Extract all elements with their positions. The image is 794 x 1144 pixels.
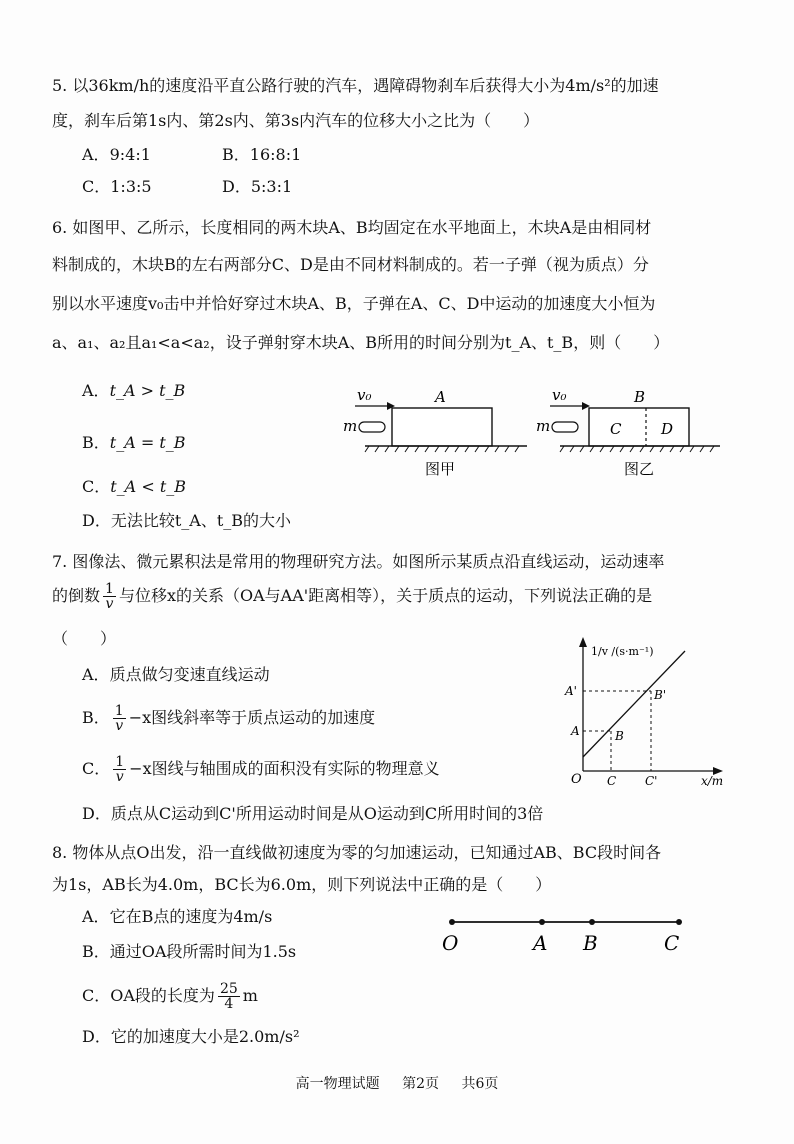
point-b-prime-label: B' bbox=[654, 688, 667, 702]
footer-page: 第2页 bbox=[402, 1076, 439, 1092]
label-o: O bbox=[442, 931, 459, 955]
bullet-icon-yi bbox=[552, 422, 578, 432]
q6-stem-3: 别以水平速度v₀击中并恰好穿过木块A、B，子弹在A、C、D中运动的加速度大小恒为 bbox=[52, 294, 656, 313]
q5-option-c: C．1:3:5 bbox=[82, 177, 152, 196]
point-b-label: B bbox=[615, 729, 624, 743]
q8-line-diagram bbox=[436, 910, 706, 960]
q7-line1 bbox=[52, 551, 664, 573]
caption-jia: 图甲 bbox=[425, 460, 456, 478]
q6-line1 bbox=[52, 217, 651, 239]
bullet-mass-label: m bbox=[343, 417, 358, 435]
point-a-prime-label: A' bbox=[565, 684, 577, 698]
q8-number: 8. bbox=[52, 843, 68, 862]
figure-yi bbox=[530, 382, 730, 482]
q5-number: 5. bbox=[52, 76, 68, 95]
bullet-mass-label-yi: m bbox=[536, 417, 551, 435]
x-axis-label: x/m bbox=[701, 774, 724, 788]
q5-option-b: B．16:8:1 bbox=[222, 145, 302, 164]
block-a-label: A bbox=[435, 388, 446, 406]
y-axis-arrow bbox=[579, 637, 587, 647]
q8-option-a: A．它在B点的速度为4m/s bbox=[82, 907, 273, 926]
q5-stem-1: 以36km/h的速度沿平直公路行驶的汽车，遇障碍物刹车后获得大小为4m/s²的加速 bbox=[72, 76, 659, 95]
label-c: C bbox=[664, 931, 680, 955]
point-a bbox=[539, 919, 545, 925]
q7-option-c: C． $\frac{1}{v}$ −x图线与轴围成的面积没有实际的物理意义 bbox=[82, 754, 440, 785]
v0-label-yi: v₀ bbox=[552, 386, 567, 404]
q7-graph bbox=[555, 633, 735, 788]
origin-label: O bbox=[571, 772, 582, 787]
q7-line2: 的倒数 $\frac{1}{v}$ 与位移x的关系（OA与AA'距离相等），关于质点的运动，下列说法正确的是 bbox=[52, 581, 653, 612]
q6-option-b: B．t_A = t_B bbox=[82, 433, 186, 452]
q7-option-d: D．质点从C运动到C'所用运动时间是从O运动到C所用时间的3倍 bbox=[82, 804, 544, 823]
footer-total: 共6页 bbox=[461, 1076, 499, 1092]
ground-hatch bbox=[365, 446, 519, 452]
q6-option-d: D．无法比较t_A、t_B的大小 bbox=[82, 511, 292, 530]
point-c-prime-label: C' bbox=[645, 774, 658, 788]
q7-option-b: B． $\frac{1}{v}$ −x图线斜率等于质点运动的加速度 bbox=[82, 703, 376, 734]
q5-option-d: D．5:3:1 bbox=[222, 177, 293, 196]
block-b bbox=[589, 408, 689, 446]
block-b-label: B bbox=[634, 388, 646, 406]
point-b bbox=[589, 919, 595, 925]
point-c bbox=[676, 919, 682, 925]
v0-label: v₀ bbox=[357, 386, 372, 404]
point-a-label: A bbox=[571, 724, 580, 738]
bullet-icon bbox=[359, 422, 385, 432]
q8-line1 bbox=[52, 842, 661, 864]
caption-yi: 图乙 bbox=[624, 460, 655, 478]
q6-stem-1: 如图甲、乙所示，长度相同的两木块A、B均固定在水平地面上，木块A是由相同材 bbox=[72, 218, 652, 237]
q5-option-a: A．9:4:1 bbox=[82, 145, 151, 164]
q7-stem-3: （ ） bbox=[52, 629, 117, 648]
q7-number: 7. bbox=[52, 552, 68, 571]
q8-option-c: C．OA段的长度为 $\frac{25}{4}$ m bbox=[82, 981, 258, 1012]
q6-stem-2: 料制成的，木块B的左右两部分C、D是由不同材料制成的。若一子弹（视为质点）分 bbox=[52, 255, 649, 274]
q6-option-c: C．t_A < t_B bbox=[82, 477, 186, 496]
point-c-label: C bbox=[607, 774, 617, 788]
graph-line bbox=[583, 651, 685, 757]
q7-fraction: $\frac{1}{v}$ bbox=[105, 581, 114, 612]
footer-subject: 高一物理试题 bbox=[295, 1076, 380, 1092]
q7-stem-1: 图像法、微元累积法是常用的物理研究方法。如图所示某质点沿直线运动，运动速率 bbox=[72, 552, 665, 571]
q8-option-b: B．通过OA段所需时间为1.5s bbox=[82, 942, 297, 961]
y-axis-label: 1/v /(s·m⁻¹) bbox=[591, 645, 654, 658]
block-a bbox=[392, 408, 492, 446]
label-a: A bbox=[533, 931, 548, 955]
part-c-label: C bbox=[610, 420, 622, 438]
figure-jia bbox=[335, 382, 535, 482]
q8-stem-1: 物体从点O出发，沿一直线做初速度为零的匀加速运动，已知通过AB、BC段时间各 bbox=[72, 843, 662, 862]
point-o bbox=[449, 919, 455, 925]
q7-option-a: A．质点做匀变速直线运动 bbox=[82, 665, 270, 684]
q6-option-a: A．t_A > t_B bbox=[82, 381, 186, 400]
part-d-label: D bbox=[661, 420, 674, 438]
q6-stem-4: a、a₁、a₂且a₁<a<a₂，设子弹射穿木块A、B所用的时间分别为t_A、t_B，则（ ） bbox=[52, 333, 670, 352]
q8-stem-2: 为1s，AB长为4.0m，BC长为6.0m，则下列说法中正确的是（ ） bbox=[52, 875, 552, 894]
page-footer bbox=[0, 1073, 794, 1093]
q6-number: 6. bbox=[52, 218, 68, 237]
q5-stem-2: 度，刹车后第1s内、第2s内、第3s内汽车的位移大小之比为（ ） bbox=[52, 111, 540, 130]
label-b: B bbox=[583, 931, 598, 955]
q8-option-d: D．它的加速度大小是2.0m/s² bbox=[82, 1027, 300, 1046]
q5-line1 bbox=[52, 75, 659, 97]
